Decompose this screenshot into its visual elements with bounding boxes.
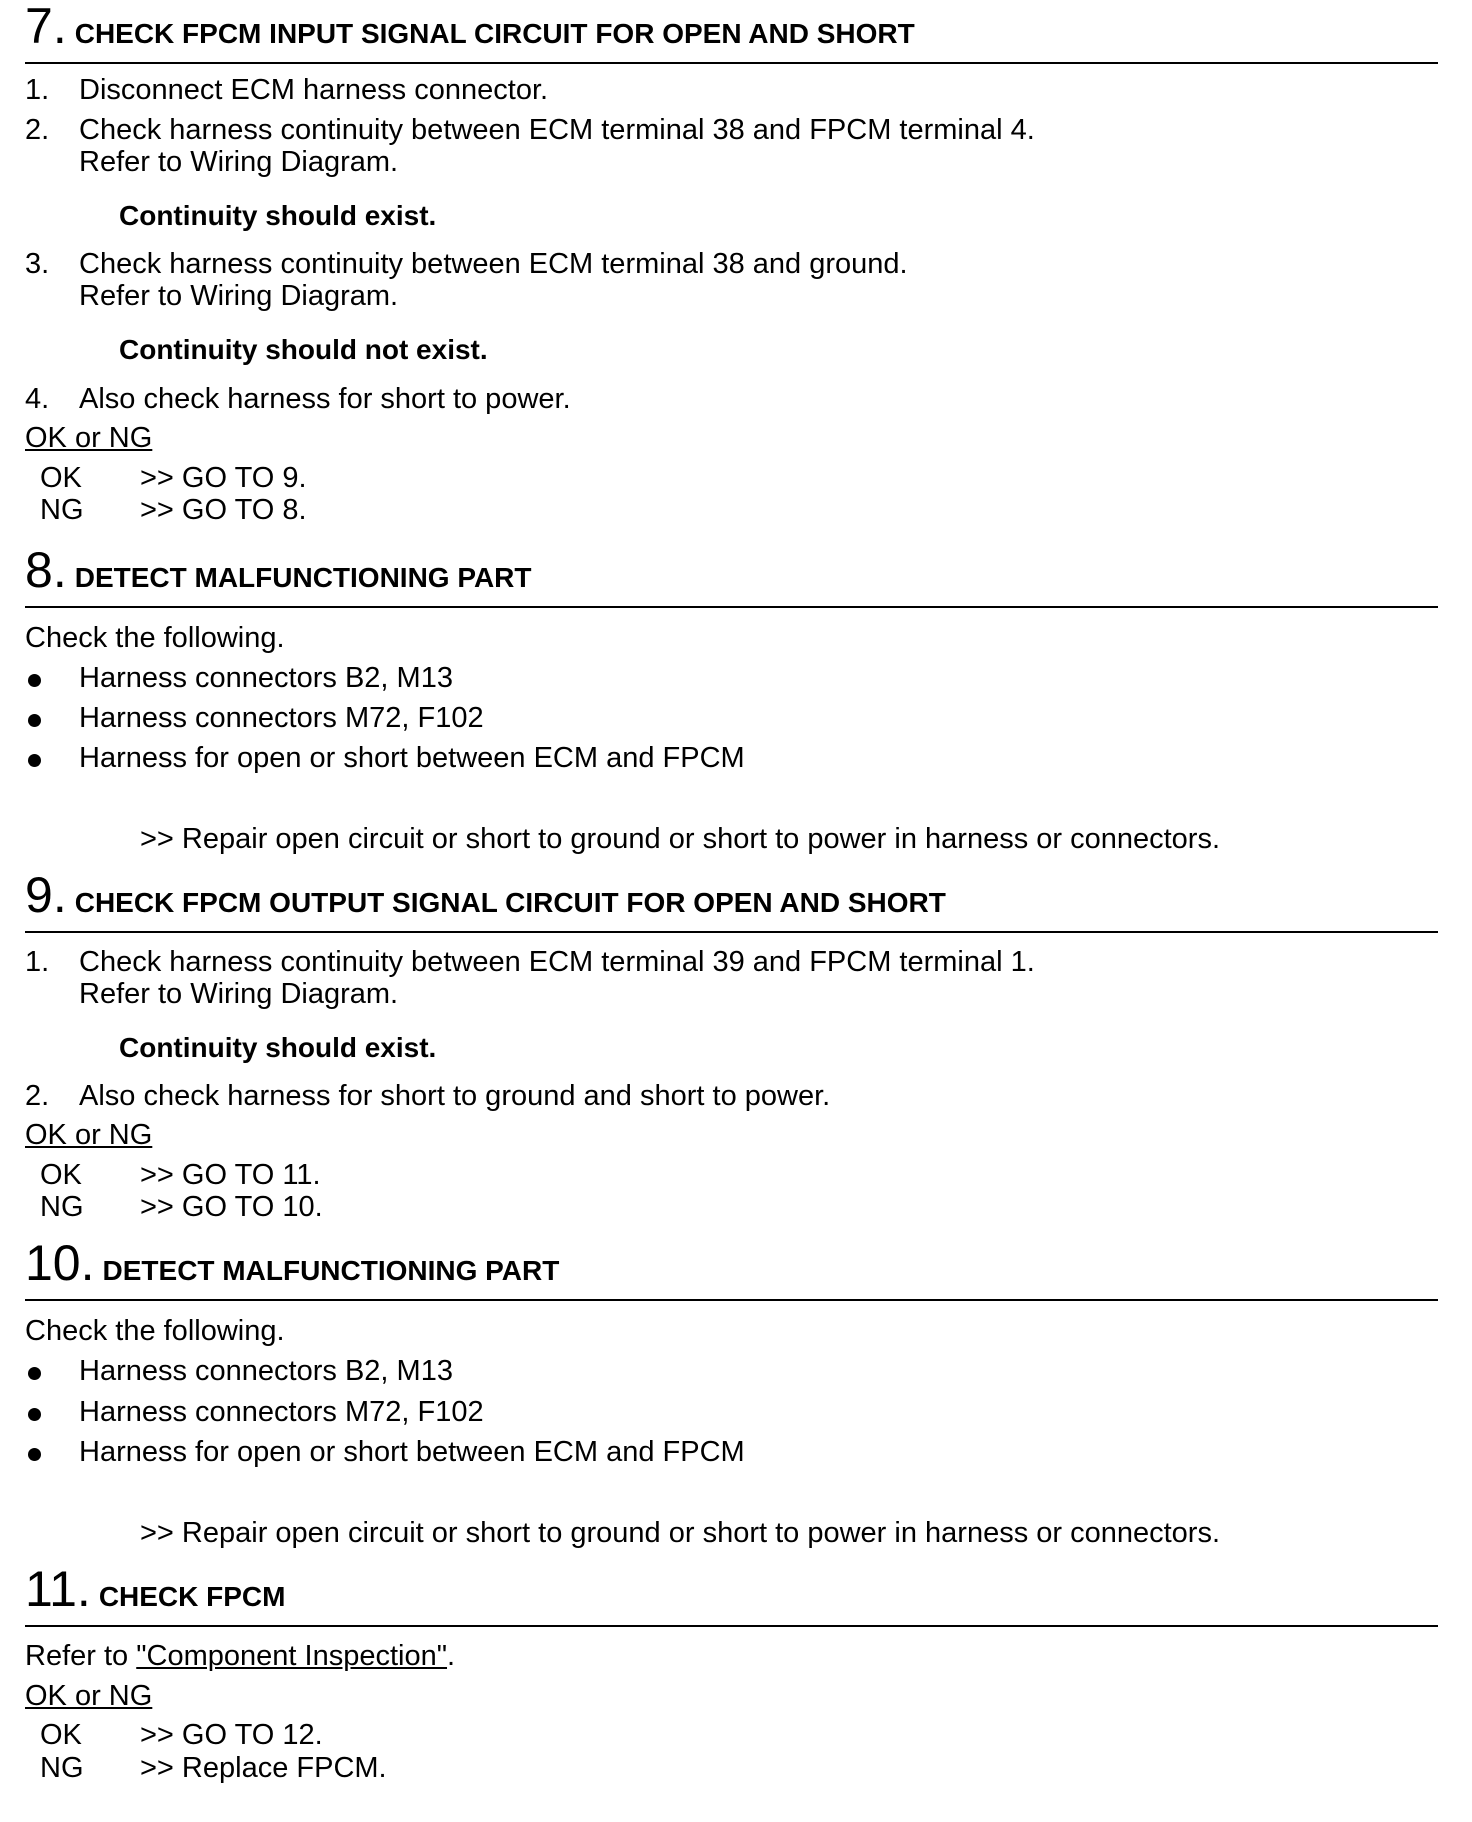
step-number: 4. <box>25 383 50 415</box>
step-number: 1. <box>25 74 50 106</box>
action-text: >> Repair open circuit or short to ground or short to power in harness or connectors. <box>140 823 1221 855</box>
step-text: Disconnect ECM harness connector. <box>79 74 549 106</box>
step-text-ref: Refer to Wiring Diagram. <box>79 280 399 312</box>
result-action: >> GO TO 11. <box>140 1159 321 1191</box>
section-divider <box>25 1299 1438 1301</box>
section-7-heading: 7 . CHECK FPCM INPUT SIGNAL CIRCUIT FOR OPEN AND SHORT <box>25 0 915 54</box>
step-note: Continuity should not exist. <box>119 334 488 365</box>
result-action: >> GO TO 12. <box>140 1719 323 1751</box>
section-11-heading: 11 . CHECK FPCM <box>25 1561 286 1617</box>
refer-suffix: . <box>447 1640 456 1672</box>
result-action: >> GO TO 9. <box>140 462 307 494</box>
section-title: CHECK FPCM OUTPUT SIGNAL CIRCUIT FOR OPEN AND SHORT <box>74 887 946 918</box>
section-divider <box>25 1625 1438 1627</box>
step-text: Check harness continuity between ECM terminal 39 and FPCM terminal 1. <box>79 946 1035 978</box>
bullet-icon <box>28 754 41 767</box>
bullet-item: Harness for open or short between ECM and FPCM <box>79 742 745 774</box>
result-action: >> GO TO 10. <box>140 1191 323 1223</box>
section-title: CHECK FPCM INPUT SIGNAL CIRCUIT FOR OPEN AND SHORT <box>74 18 915 49</box>
result-code: OK <box>40 1159 82 1191</box>
step-number: 1. <box>25 946 50 978</box>
bullet-icon <box>28 714 41 727</box>
section-number: 7 <box>25 0 53 54</box>
section-number: 11 <box>25 1561 77 1617</box>
step-text-ref: Refer to Wiring Diagram. <box>79 146 399 178</box>
result-action: >> GO TO 8. <box>140 494 307 526</box>
section-9-heading: 9 . CHECK FPCM OUTPUT SIGNAL CIRCUIT FOR OPEN AND SHORT <box>25 867 946 923</box>
section-divider <box>25 606 1438 608</box>
bullet-item: Harness connectors M72, F102 <box>79 1396 484 1428</box>
section-divider <box>25 62 1438 64</box>
bullet-item: Harness connectors B2, M13 <box>79 662 453 694</box>
bullet-item: Harness connectors M72, F102 <box>79 702 484 734</box>
intro-text: Check the following. <box>25 622 285 654</box>
section-number: 10 <box>25 1235 81 1291</box>
section-number: 8 <box>25 542 53 598</box>
bullet-item: Harness for open or short between ECM and FPCM <box>79 1436 745 1468</box>
result-code: NG <box>40 494 84 526</box>
result-code: OK <box>40 1719 82 1751</box>
step-text: Check harness continuity between ECM terminal 38 and ground. <box>79 248 908 280</box>
step-note: Continuity should exist. <box>119 1032 437 1063</box>
section-8-heading: 8 . DETECT MALFUNCTIONING PART <box>25 542 532 598</box>
action-text: >> Repair open circuit or short to ground or short to power in harness or connectors. <box>140 1517 1221 1549</box>
step-note: Continuity should exist. <box>119 200 437 231</box>
result-label: OK or NG <box>25 1119 153 1151</box>
section-10-heading: 10 . DETECT MALFUNCTIONING PART <box>25 1235 560 1291</box>
bullet-icon <box>28 674 41 687</box>
section-title: DETECT MALFUNCTIONING PART <box>102 1255 560 1286</box>
step-number: 2. <box>25 114 50 146</box>
refer-line <box>25 1640 455 1673</box>
result-label: OK or NG <box>25 422 153 454</box>
bullet-icon <box>28 1408 41 1421</box>
result-code: OK <box>40 462 82 494</box>
step-text: Also check harness for short to power. <box>79 383 571 415</box>
step-text: Check harness continuity between ECM terminal 38 and FPCM terminal 4. <box>79 114 1035 146</box>
bullet-item: Harness connectors B2, M13 <box>79 1355 453 1387</box>
result-action: >> Replace FPCM. <box>140 1752 387 1784</box>
step-text: Also check harness for short to ground and short to power. <box>79 1080 831 1112</box>
bullet-icon <box>28 1367 41 1380</box>
section-title: CHECK FPCM <box>98 1581 286 1612</box>
section-divider <box>25 931 1438 933</box>
section-number: 9 <box>25 867 53 923</box>
intro-text: Check the following. <box>25 1315 285 1347</box>
bullet-icon <box>28 1448 41 1461</box>
section-title: DETECT MALFUNCTIONING PART <box>74 562 532 593</box>
result-label: OK or NG <box>25 1680 153 1712</box>
step-text-ref: Refer to Wiring Diagram. <box>79 978 399 1010</box>
step-number: 2. <box>25 1080 50 1112</box>
result-code: NG <box>40 1752 84 1784</box>
step-number: 3. <box>25 248 50 280</box>
refer-prefix: Refer to <box>25 1640 129 1672</box>
result-code: NG <box>40 1191 84 1223</box>
component-inspection-link[interactable]: "Component Inspection" <box>136 1640 448 1672</box>
